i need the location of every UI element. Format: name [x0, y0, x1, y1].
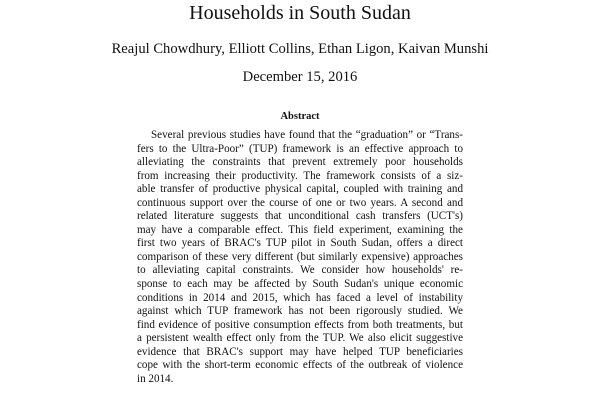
- abstract-line: first two years of BRAC's TUP pilot in South Sudan, offers a direct: [137, 237, 463, 250]
- author-list: Reajul Chowdhury, Elliott Collins, Ethan Ligon, Kaivan Munshi: [111, 41, 489, 57]
- abstract-line: in 2014.: [137, 372, 174, 385]
- abstract-line: sponse to each may be affected by South Sudan's unique economic: [137, 278, 463, 291]
- abstract-line: from increasing their productivity. The framework consists of a siz-: [137, 169, 463, 182]
- abstract-line: cope with the short-term economic effects of the outbreak of violence: [137, 359, 463, 372]
- abstract-line: alleviating the constraints that prevent extremely poor households: [137, 156, 463, 169]
- abstract-line: evidence that BRAC's support may have helped TUP beneficiaries: [137, 345, 463, 358]
- abstract-line: Several previous studies have found that the “graduation” or “Trans-: [151, 129, 463, 141]
- abstract-line: able transfer of productive physical capital, coupled with training and: [137, 183, 463, 196]
- abstract-line: fers to the Ultra-Poor” (TUP) framework is an effective approach to: [137, 142, 463, 155]
- abstract-line: conditions in 2014 and 2015, which has faced a level of instability: [137, 291, 463, 304]
- abstract-line: a persistent wealth effect only from the TUP. We also elicit suggestive: [137, 332, 463, 345]
- abstract-body: [137, 129, 463, 386]
- abstract-line: comparison of these very different (but similarly expensive) approaches: [137, 250, 463, 263]
- abstract-line: to alleviating capital constraints. We consider how households' re-: [137, 264, 463, 277]
- abstract-line: related literature suggests that unconditional cash transfers (UCT's): [137, 210, 463, 223]
- abstract-line: against which TUP framework has not been rigorously studied. We: [137, 305, 463, 318]
- abstract-heading: Abstract: [280, 111, 320, 122]
- abstract-line: find evidence of positive consumption effects from both treatments, but: [137, 318, 463, 331]
- abstract-line: continuous support over the course of one or two years. A second and: [137, 196, 463, 209]
- paper-title: Households in South Sudan: [189, 2, 411, 24]
- abstract-line: may have a comparable effect. This field experiment, examining the: [137, 223, 463, 236]
- publication-date: December 15, 2016: [242, 69, 358, 85]
